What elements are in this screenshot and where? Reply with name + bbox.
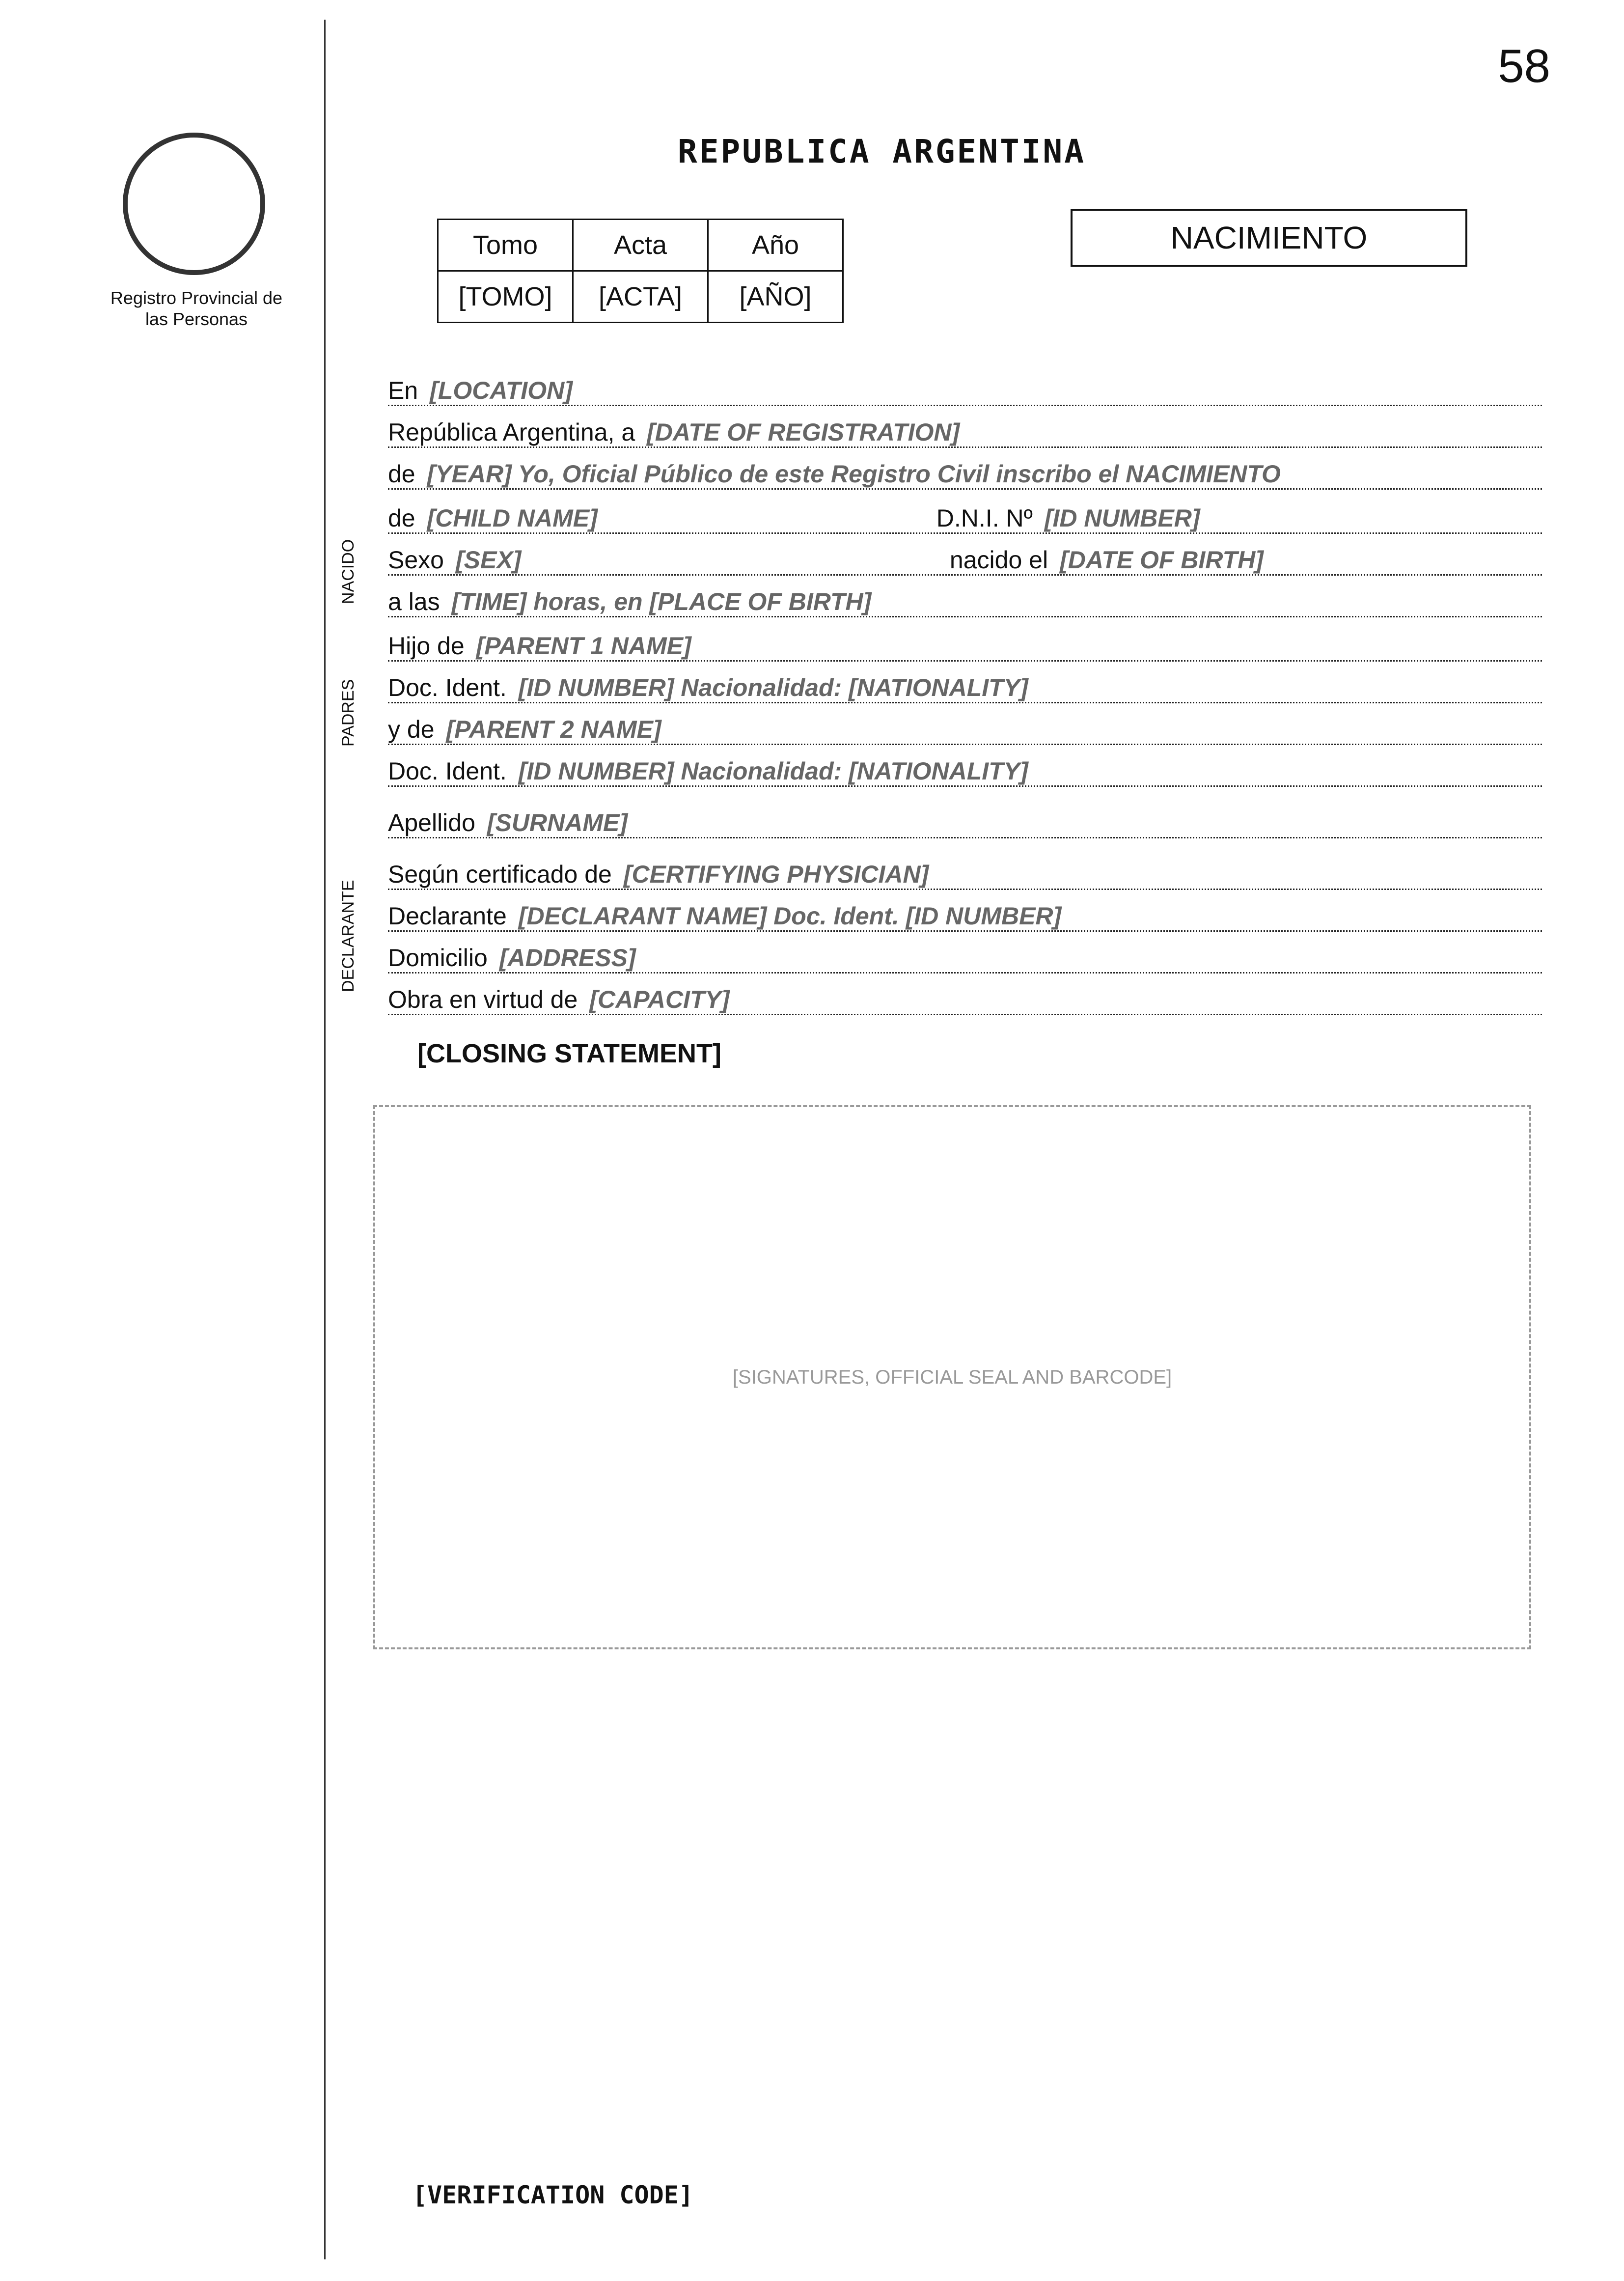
- section-tag: NACIDO: [339, 539, 358, 604]
- registration-row: República Argentina, a [DATE OF REGISTRATION]: [388, 415, 1542, 448]
- closing-statement: [CLOSING STATEMENT]: [417, 1039, 721, 1068]
- parent-row: Doc. Ident. [ID NUMBER] Nacionalidad: [NATIONALITY]: [388, 670, 1542, 703]
- reference-table: [437, 219, 844, 323]
- child-row: de [CHILD NAME] D.N.I. Nº [ID NUMBER]: [388, 501, 1542, 534]
- provincial-seal-icon: [123, 133, 265, 275]
- page-number: 58: [1498, 40, 1550, 92]
- parent-row: Hijo de [PARENT 1 NAME]: [388, 629, 1542, 662]
- ref-header: Acta: [573, 220, 708, 271]
- document-type: NACIMIENTO: [1071, 209, 1467, 267]
- ref-header: Año: [708, 220, 843, 271]
- child-row: Sexo [SEX] nacido el [DATE OF BIRTH]: [388, 543, 1542, 576]
- parent-row: y de [PARENT 2 NAME]: [388, 712, 1542, 745]
- issuer-name: Registro Provincial de las Personas: [110, 288, 283, 330]
- declarant-row: Domicilio [ADDRESS]: [388, 941, 1542, 974]
- ref-value: [TOMO]: [438, 271, 573, 323]
- country-heading: REPUBLICA ARGENTINA: [678, 133, 1086, 170]
- ref-value: [ACTA]: [573, 271, 708, 323]
- ref-header: Tomo: [438, 220, 573, 271]
- declarant-row: Declarante [DECLARANT NAME] Doc. Ident. [ID NUMBER]: [388, 899, 1542, 932]
- margin-rule: [324, 20, 326, 2259]
- verification-code: [VERIFICATION CODE]: [413, 2181, 693, 2209]
- declarant-row: Obra en virtud de [CAPACITY]: [388, 982, 1542, 1015]
- section-tag: DECLARANTE: [339, 880, 358, 992]
- registration-row: de [YEAR] Yo, Oficial Público de este Registro Civil inscribo el NACIMIENTO: [388, 457, 1542, 490]
- registration-row: En [LOCATION]: [388, 373, 1542, 406]
- surname-row: Apellido [SURNAME]: [388, 806, 1542, 838]
- signatures-placeholder: [SIGNATURES, OFFICIAL SEAL AND BARCODE]: [373, 1105, 1531, 1649]
- ref-value: [AÑO]: [708, 271, 843, 323]
- parent-row: Doc. Ident. [ID NUMBER] Nacionalidad: [NATIONALITY]: [388, 754, 1542, 787]
- child-row: a las [TIME] horas, en [PLACE OF BIRTH]: [388, 584, 1542, 617]
- declarant-row: Según certificado de [CERTIFYING PHYSICIAN]: [388, 857, 1542, 890]
- section-tag: PADRES: [339, 679, 358, 747]
